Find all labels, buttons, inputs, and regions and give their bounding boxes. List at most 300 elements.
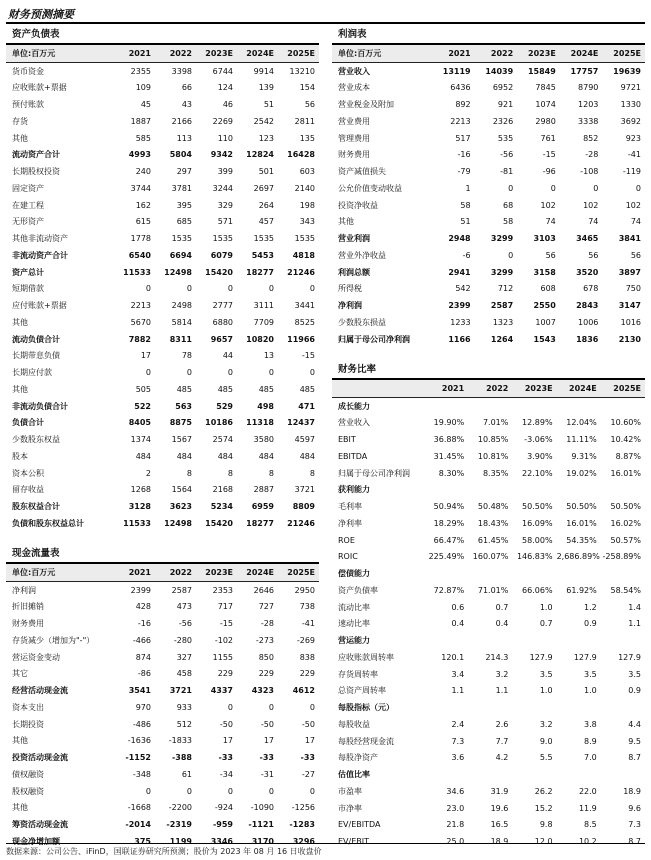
row-label: 其他 (12, 384, 28, 394)
cell-value: 1 (465, 183, 471, 193)
table-row (6, 281, 319, 298)
row-label: 财务费用 (12, 619, 44, 629)
cell-value: 5670 (130, 317, 151, 327)
row-label: 债权融资 (12, 769, 44, 779)
table-row (332, 113, 645, 130)
cell-value: 3.5 (539, 669, 553, 679)
cell-value: 102 (625, 200, 641, 210)
table-row (332, 599, 645, 616)
cell-value: 0 (593, 183, 599, 193)
table-row (6, 214, 319, 231)
cell-value: 51 (263, 100, 274, 110)
cell-value: 15.2 (534, 803, 553, 813)
cell-value: 1006 (578, 317, 599, 327)
cell-value: 921 (497, 100, 514, 110)
cell-value: 505 (135, 384, 151, 394)
cell-value: -96 (542, 167, 556, 177)
cell-value: 109 (135, 83, 151, 93)
cell-value: 1233 (450, 317, 471, 327)
cell-value: 18.9 (490, 837, 509, 847)
cell-value: 0.7 (539, 619, 553, 629)
cell-value: 18.29% (433, 518, 465, 528)
cell-value: 0.7 (495, 602, 509, 612)
cell-value: 8 (268, 468, 274, 478)
cell-value: 3.4 (451, 669, 465, 679)
cell-value: 512 (176, 719, 192, 729)
row-label: 资本公积 (12, 468, 44, 478)
row-label: 营业费用 (338, 116, 370, 126)
cell-value: 0 (186, 284, 192, 294)
table-row (332, 163, 645, 180)
cell-value: 8.35% (482, 468, 509, 478)
row-label: 负债和股东权益总计 (12, 518, 84, 528)
cell-value: 160.07% (472, 552, 509, 562)
cell-value: 3296 (292, 836, 315, 846)
cell-value (424, 699, 468, 716)
cell-value: 3.2 (495, 669, 509, 679)
cell-value: 0 (145, 284, 151, 294)
cell-value: 10.60% (610, 418, 641, 428)
cell-value: 1.0 (539, 686, 553, 696)
row-label: 其它 (12, 669, 28, 679)
table-row (332, 197, 645, 214)
cell-value: 1564 (171, 485, 192, 495)
title-divider (6, 22, 645, 24)
cell-value: 7709 (253, 317, 274, 327)
row-label: 偿债能力 (338, 569, 370, 579)
cell-value (512, 397, 556, 414)
cell-value: 1836 (576, 334, 599, 344)
cell-value: 8.7 (628, 837, 641, 847)
cell-value: 3346 (210, 836, 233, 846)
cell-value: 54.35% (566, 535, 597, 545)
table-row (6, 515, 319, 532)
cell-value: 0 (268, 702, 274, 712)
table-row (332, 214, 645, 231)
cell-value: 2498 (171, 301, 192, 311)
cell-value: 4.2 (495, 753, 509, 763)
cell-value: 68 (503, 200, 514, 210)
row-label: 估值比率 (338, 770, 370, 780)
cell-value: 933 (176, 702, 192, 712)
cell-value: 2213 (130, 301, 151, 311)
cashflow-title: 现金流量表 (12, 548, 60, 559)
table-row (332, 649, 645, 666)
cell-value: 2399 (448, 301, 471, 311)
cell-value: 11533 (123, 267, 151, 277)
cell-value: 56 (304, 100, 315, 110)
year-header: 2022 (155, 564, 196, 581)
cell-value: 18.9 (623, 786, 641, 796)
cell-value: 21246 (287, 267, 315, 277)
cell-value: 3580 (253, 435, 274, 445)
cell-value: 7882 (128, 334, 151, 344)
row-label: ROIC (338, 552, 358, 562)
cell-value (468, 565, 512, 582)
cell-value: 485 (299, 384, 315, 394)
cell-value: 485 (217, 384, 233, 394)
cell-value: 0 (309, 368, 315, 378)
row-label: 市盈率 (338, 786, 362, 796)
table-row (6, 699, 319, 716)
table-row (6, 716, 319, 733)
cell-value: 571 (217, 217, 233, 227)
cell-value: 1535 (171, 234, 192, 244)
cell-value: 343 (299, 217, 315, 227)
cell-value: -33 (218, 753, 233, 763)
cell-value: 21246 (287, 518, 315, 528)
cell-value: -6 (462, 250, 471, 260)
cell-value: 2587 (171, 585, 192, 595)
cell-value: 56 (588, 250, 599, 260)
cell-value: -959 (212, 820, 233, 830)
cell-value: 1.4 (628, 602, 641, 612)
cell-value: 0 (186, 368, 192, 378)
table-row (6, 364, 319, 381)
table-row (6, 130, 319, 147)
row-label: 投资净收益 (338, 200, 378, 210)
cell-value: 154 (299, 83, 315, 93)
cell-value: 124 (217, 83, 233, 93)
cell-value: 66.47% (433, 535, 465, 545)
cell-value: 1199 (169, 836, 192, 846)
cell-value (424, 482, 468, 499)
cell-value: 22.10% (522, 468, 553, 478)
cell-value: -79 (457, 167, 471, 177)
cell-value: 395 (176, 200, 192, 210)
cell-value: 2697 (253, 183, 274, 193)
cell-value: 2948 (448, 234, 471, 244)
cell-value: -1090 (250, 803, 274, 813)
cell-value: 3441 (294, 301, 315, 311)
cell-value: 7.0 (584, 753, 597, 763)
cell-value: 50.48% (477, 502, 509, 512)
cell-value: 4818 (292, 250, 315, 260)
cell-value (424, 565, 468, 582)
cell-value: 0 (309, 702, 315, 712)
cell-value: 473 (176, 602, 192, 612)
table-row (6, 615, 319, 632)
row-label: 管理费用 (338, 133, 370, 143)
cell-value: 542 (455, 284, 471, 294)
cell-value: 484 (299, 451, 315, 461)
cell-value: 2168 (212, 485, 233, 495)
row-label: 获利能力 (338, 485, 370, 495)
cell-value: 2326 (492, 116, 514, 126)
row-label: 其他 (12, 803, 28, 813)
cell-value: 5814 (171, 317, 192, 327)
cell-value: 6959 (251, 502, 274, 512)
cell-value: 3299 (490, 234, 514, 244)
cell-value: 1016 (620, 317, 641, 327)
year-header: 2021 (424, 380, 468, 397)
cell-value: -56 (500, 150, 514, 160)
table-row (332, 230, 645, 247)
cell-value: 31.9 (490, 786, 509, 796)
category-row (332, 766, 645, 783)
cell-value (468, 766, 512, 783)
cell-value: 9914 (253, 66, 274, 76)
year-header: 2023E (196, 564, 237, 581)
cell-value: 2 (145, 468, 151, 478)
cell-value: 22.0 (578, 786, 597, 796)
row-label: 经营活动现金流 (12, 686, 68, 696)
cell-value: 8525 (294, 317, 315, 327)
cell-value (557, 565, 601, 582)
table-row (332, 431, 645, 448)
cell-value: 19639 (613, 66, 641, 76)
cell-value: 9.0 (539, 736, 553, 746)
cell-value: 16.5 (490, 820, 509, 830)
cell-value: 0 (227, 786, 233, 796)
cell-value: 428 (135, 602, 151, 612)
cell-value: 2213 (450, 116, 471, 126)
cell-value: 12498 (164, 518, 192, 528)
row-label: 折旧摊销 (12, 602, 44, 612)
row-label: 流动比率 (338, 602, 370, 612)
row-label: 在建工程 (12, 200, 44, 210)
cell-value: -1283 (289, 820, 315, 830)
cell-value: 761 (540, 133, 556, 143)
cell-value: 74 (588, 217, 599, 227)
cell-value: 10.42% (610, 435, 641, 445)
cell-value: 970 (135, 702, 151, 712)
table-row (6, 766, 319, 783)
row-label: EBITDA (338, 451, 368, 461)
cell-value: -924 (214, 803, 233, 813)
cell-value: 74 (545, 217, 556, 227)
cell-value: 56 (630, 250, 641, 260)
cell-value: -50 (219, 719, 233, 729)
cell-value: 484 (258, 451, 274, 461)
cell-value: 8790 (578, 83, 599, 93)
cell-value: 1074 (535, 100, 556, 110)
cell-value: 8809 (292, 502, 315, 512)
row-label: 少数股东损益 (338, 317, 386, 327)
table-row (6, 415, 319, 432)
row-label: ROE (338, 535, 355, 545)
year-header: 2023E (196, 45, 237, 62)
table-row (6, 80, 319, 97)
cell-value: -33 (259, 753, 274, 763)
cell-value: -16 (137, 619, 151, 629)
row-label: 存货 (12, 116, 28, 126)
row-label: 营业利润 (338, 234, 370, 244)
cell-value: 485 (258, 384, 274, 394)
table-row (6, 230, 319, 247)
cell-value: -41 (301, 619, 315, 629)
cell-value: 4337 (210, 686, 233, 696)
cell-value: 58 (460, 200, 471, 210)
cell-value: 15420 (205, 267, 233, 277)
row-label: EV/EBIT (338, 837, 370, 847)
cell-value: 34.6 (446, 786, 465, 796)
cell-value: 3.90% (527, 451, 553, 461)
cell-value: 4612 (292, 686, 315, 696)
cell-value: 6952 (492, 83, 514, 93)
cell-value: 113 (176, 133, 192, 143)
table-row (6, 180, 319, 197)
row-label: 净利润 (338, 301, 362, 311)
cell-value: 4993 (128, 150, 151, 160)
cell-value: 36.88% (433, 435, 465, 445)
ratios-section (332, 362, 645, 850)
cell-value: 2887 (253, 485, 274, 495)
cell-value: 3111 (253, 301, 274, 311)
cell-value: 2550 (533, 301, 556, 311)
table-row (6, 800, 319, 817)
cell-value: 2.6 (495, 719, 509, 729)
cell-value: 850 (258, 652, 274, 662)
cell-value: 3299 (490, 267, 514, 277)
table-row (6, 398, 319, 415)
cell-value: 198 (299, 200, 315, 210)
cell-value: 10820 (246, 334, 274, 344)
cell-value: 0 (309, 284, 315, 294)
cell-value: 51 (460, 217, 471, 227)
cell-value (557, 766, 601, 783)
cell-value: 43 (181, 100, 192, 110)
cell-value: 6540 (128, 250, 151, 260)
table-row (332, 62, 645, 79)
cell-value: 535 (497, 133, 514, 143)
cell-value: -269 (296, 635, 315, 645)
cell-value: 15849 (527, 66, 556, 76)
row-label: 固定资产 (12, 183, 44, 193)
row-label: 长期带息负债 (12, 351, 60, 361)
cell-value: 16.01% (610, 468, 641, 478)
balance-header-row (6, 45, 319, 62)
year-header: 2021 (432, 45, 475, 62)
cell-value: 7.01% (482, 418, 509, 428)
table-row (6, 749, 319, 766)
table-row (6, 197, 319, 214)
cell-value: 0.4 (495, 619, 509, 629)
cell-value: -15 (542, 150, 556, 160)
table-row (6, 96, 319, 113)
table-row (6, 581, 319, 598)
table-row (332, 833, 645, 850)
cell-value: 615 (135, 217, 151, 227)
table-row (332, 616, 645, 633)
cell-value: -108 (580, 167, 599, 177)
row-label: 归属于母公司净利润 (338, 468, 410, 478)
cell-value: 522 (134, 401, 151, 411)
cell-value: 1.1 (451, 686, 465, 696)
cell-value: 4.4 (628, 719, 641, 729)
cell-value: 4323 (251, 686, 274, 696)
cell-value (601, 482, 645, 499)
row-label: 非流动资产合计 (12, 250, 68, 260)
cell-value: 8405 (128, 418, 151, 428)
row-label: 筹资活动现金流 (12, 820, 68, 830)
cell-value: 2269 (212, 116, 233, 126)
table-row (332, 415, 645, 432)
cell-value: 66.06% (522, 585, 553, 595)
cell-value: 3147 (618, 301, 641, 311)
cell-value: 229 (217, 669, 233, 679)
cell-value: 3398 (171, 66, 192, 76)
cell-value: 11.11% (566, 435, 597, 445)
cell-value: 678 (583, 284, 599, 294)
cell-value: 19.90% (433, 418, 465, 428)
cell-value: 146.83% (516, 552, 553, 562)
year-header: 2025E (601, 380, 645, 397)
cell-value: 8875 (169, 418, 192, 428)
cell-value (557, 699, 601, 716)
cell-value: 25.0 (446, 837, 465, 847)
row-label: 资本支出 (12, 702, 44, 712)
cell-value: 2777 (212, 301, 233, 311)
cell-value: 838 (299, 652, 315, 662)
row-label: 财务费用 (338, 150, 370, 160)
cell-value: 9657 (210, 334, 233, 344)
cell-value: 17 (222, 736, 233, 746)
cell-value: 0 (268, 786, 274, 796)
cell-value (601, 397, 645, 414)
cell-value: 17757 (570, 66, 599, 76)
row-label: 留存收益 (12, 485, 44, 495)
row-label: 营业收入 (338, 418, 370, 428)
table-row (332, 582, 645, 599)
row-label: 其他 (338, 217, 354, 227)
row-label: 公允价值变动收益 (338, 183, 402, 193)
row-label: 毛利率 (338, 502, 362, 512)
cell-value: 10.85% (477, 435, 509, 445)
row-label: 营业成本 (338, 83, 370, 93)
cell-value: 1887 (130, 116, 151, 126)
unit-label: 单位:百万元 (6, 45, 114, 62)
category-row (332, 632, 645, 649)
category-row (332, 565, 645, 582)
category-row (332, 699, 645, 716)
cell-value: 3128 (128, 502, 151, 512)
year-header: 2022 (155, 45, 196, 62)
cell-value (601, 699, 645, 716)
table-row (6, 147, 319, 164)
cell-value: 8.30% (438, 468, 465, 478)
row-label: 营业收入 (338, 66, 370, 76)
table-row (6, 163, 319, 180)
cell-value: 3692 (620, 116, 641, 126)
cell-value: 162 (135, 200, 151, 210)
cell-value (512, 482, 556, 499)
cell-value: 50.50% (566, 502, 597, 512)
row-label: 投资活动现金流 (12, 753, 68, 763)
cell-value: 717 (217, 602, 233, 612)
cell-value (601, 766, 645, 783)
table-row (6, 297, 319, 314)
cell-value: 18277 (246, 267, 274, 277)
cell-value: 19.02% (566, 468, 597, 478)
cell-value: 50.57% (610, 535, 641, 545)
unit-label: 单位:百万元 (332, 45, 432, 62)
cell-value: 2140 (294, 183, 315, 193)
cell-value: -31 (260, 769, 274, 779)
row-label: 其他 (12, 133, 28, 143)
cell-value: 5804 (169, 150, 192, 160)
cell-value: 603 (299, 167, 315, 177)
ratios-table (332, 380, 645, 850)
cell-value: 19.6 (490, 803, 509, 813)
cell-value: 8.7 (628, 753, 641, 763)
cell-value: -1833 (168, 736, 192, 746)
year-header: 2024E (557, 380, 601, 397)
cell-value: 71.01% (477, 585, 509, 595)
row-label: 资产负债率 (338, 585, 378, 595)
row-label: 流动负债合计 (12, 334, 60, 344)
row-label: 货币资金 (12, 66, 44, 76)
